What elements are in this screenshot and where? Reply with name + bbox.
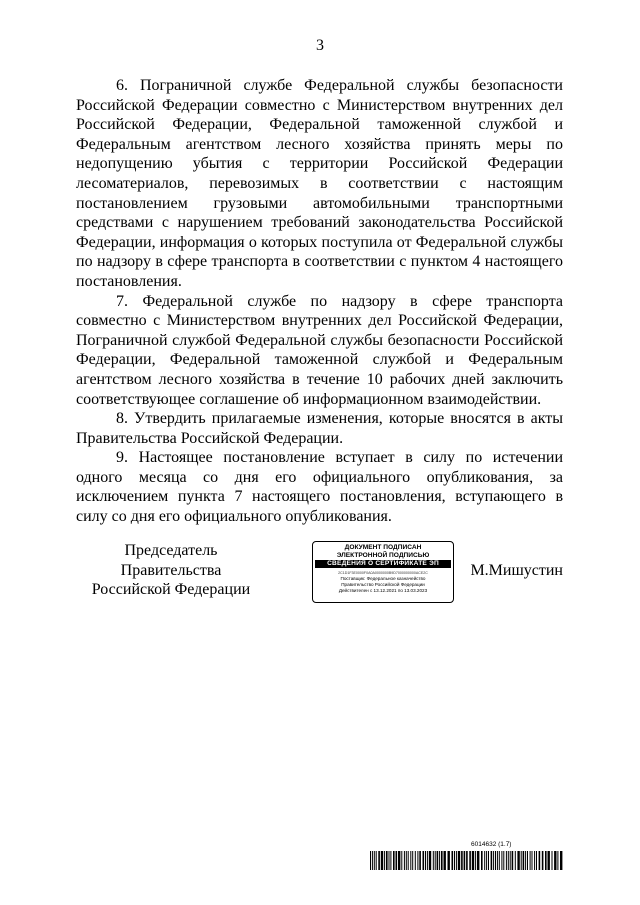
document-code: 6014632 (1.7): [471, 841, 512, 848]
electronic-signature-stamp: [312, 541, 454, 603]
signature-block: [76, 541, 563, 611]
stamp-certificate-bar: СВЕДЕНИЯ О СЕРТИФИКАТЕ ЭП: [315, 560, 451, 568]
stamp-validity: Действителен с 13.12.2021 по 13.03.2023: [338, 588, 428, 594]
stamp-serial: 2C1D1F3E0000F0A0A0000000B9D7000000000ACE2C: [338, 571, 428, 576]
stamp-owner: Правительство Российской Федерации: [341, 582, 425, 588]
stamp-line2: ЭЛЕКТРОННОЙ ПОДПИСЬЮ: [336, 551, 430, 559]
signatory-name: М.Мишустин: [470, 562, 563, 579]
signatory-title-line2: Российской Федерации: [91, 581, 251, 599]
signatory-title: [76, 541, 266, 600]
page-number: 3: [316, 37, 324, 54]
stamp-issuer: Поставщик: Федеральное казначейство: [340, 576, 426, 582]
stamp-line1: ДОКУМЕНТ ПОДПИСАН: [344, 544, 422, 551]
paragraph-9: 9. Настоящее постановление вступает в силу по истечении одного месяца со дня его официального опубликования, за исключением пункта 7 настоящего постановления, вступающего в силу со дня его официального опубликования.: [76, 449, 563, 526]
paragraph-6: 6. Пограничной службе Федеральной службы безопасности Российской Федерации совместно с Министерством внутренних дел Российской Федерации, Федеральной таможенной службой и Федеральным агентством лесного хозяйства принять меры по недопущению убытия с территории Российской Федерации лесоматериалов, перевозимых в соответствии с настоящим постановлением грузовыми автомобильными транспортными средствами с нарушением требований законодательства Российской Федерации, информация о которых поступила от Федеральной службы по надзору в сфере транспорта в соответствии с пунктом 4 настоящего постановления.: [76, 77, 563, 290]
paragraph-8: 8. Утвердить прилагаемые изменения, которые вносятся в акты Правительства Российской Федерации.: [76, 410, 563, 447]
barcode-icon: [370, 851, 565, 870]
document-body: [76, 76, 563, 527]
paragraph-7: 7. Федеральной службе по надзору в сфере транспорта совместно с Министерством внутренних дел Российской Федерации, Пограничной службой Федеральной службы безопасности Российской Федерации, Федеральной таможенной службой и Федеральным агентством лесного хозяйства в течение 10 рабочих дней заключить соответствующее соглашение об информационном взаимодействии.: [76, 292, 563, 408]
signatory-title-line1: Председатель Правительства: [120, 542, 222, 579]
